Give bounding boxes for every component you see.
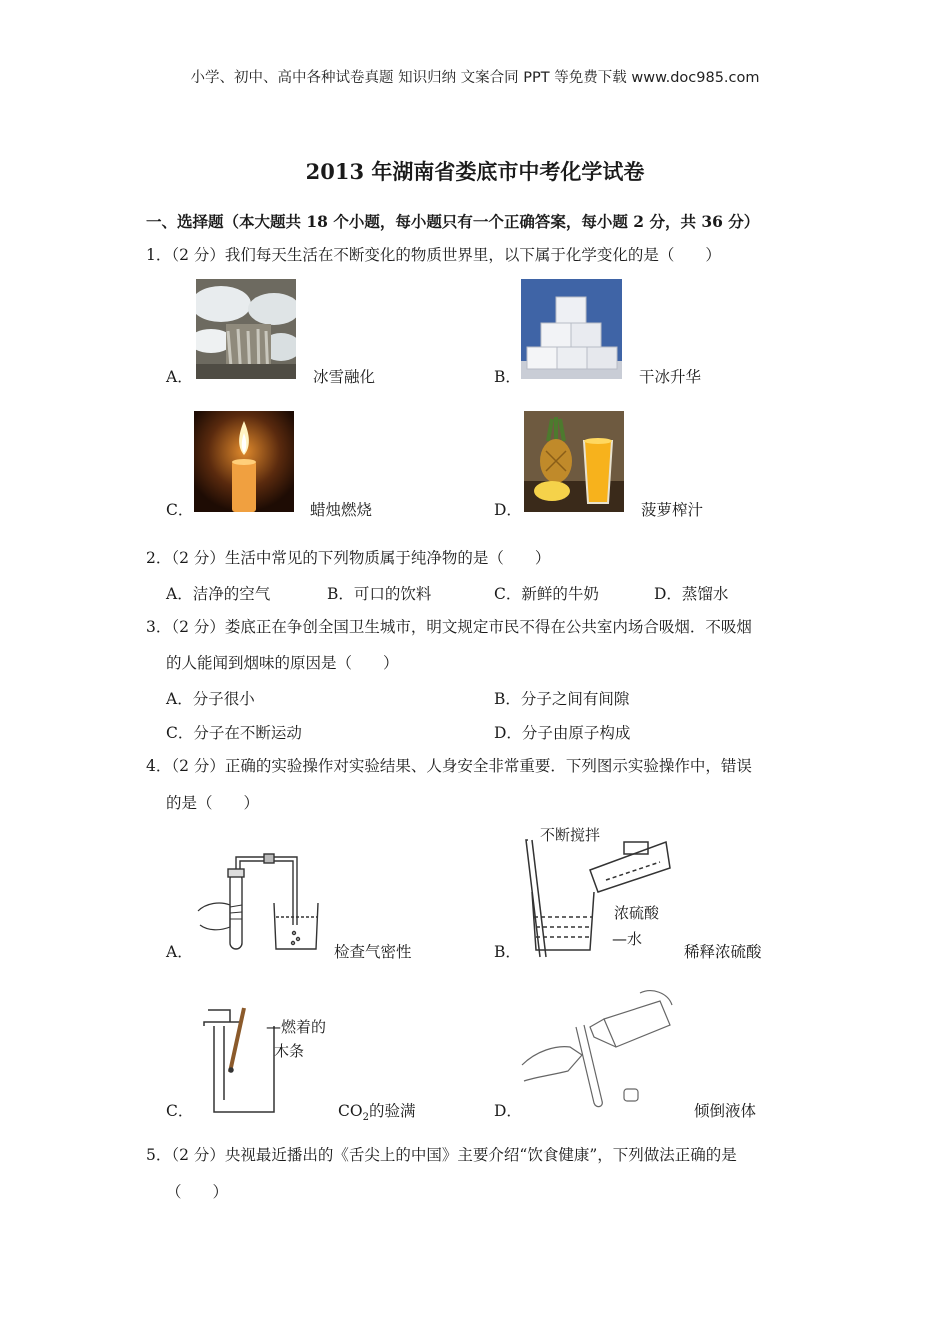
question-4-stem-line1: 4．（2 分）正确的实验操作对实验结果、人身安全非常重要．下列图示实验操作中，错误 — [146, 757, 752, 775]
dry-ice-photo — [521, 279, 622, 379]
question-3-stem-line2: 的人能闻到烟味的原因是（ ） — [166, 654, 399, 672]
q3-option-d: D．分子由原子构成 — [494, 724, 631, 742]
dilute-acid-diagram — [520, 822, 680, 962]
q4-option-d-letter: D． — [494, 1102, 522, 1120]
q4-option-c-caption: $CO_2$的验满 — [338, 1102, 416, 1124]
label-splint: 木条 — [274, 1042, 305, 1060]
label-stir: 不断搅拌 — [540, 826, 601, 844]
melting-snow-photo — [196, 279, 296, 379]
label-burning-splint: —燃着的 — [266, 1018, 327, 1036]
pineapple-juice-photo — [524, 411, 624, 512]
question-3-stem-line1: 3．（2 分）娄底正在争创全国卫生城市，明文规定市民不得在公共室内场合吸烟．不吸烟 — [146, 618, 752, 636]
q1-option-a-letter: A． — [166, 368, 193, 386]
q2-option-d: D．蒸馏水 — [654, 585, 729, 603]
question-1-stem: 1．（2 分）我们每天生活在不断变化的物质世界里，以下属于化学变化的是（ ） — [146, 246, 721, 264]
question-4-stem-line2: 的是（ ） — [166, 794, 260, 812]
q4-option-b-letter: B． — [494, 943, 521, 961]
q2-option-c: C．新鲜的牛奶 — [494, 585, 599, 603]
q4-option-c-letter: C． — [166, 1102, 194, 1120]
q3-option-b: B．分子之间有间隙 — [494, 690, 630, 708]
q1-option-b-letter: B． — [494, 368, 521, 386]
exam-title: 2013 年湖南省娄底市中考化学试卷 — [305, 159, 645, 184]
label-water: —水 — [612, 930, 643, 948]
page-header: 小学、初中、高中各种试卷真题 知识归纳 文案合同 PPT 等免费下载 www.doc985.com — [190, 70, 760, 86]
pouring-liquid-diagram — [520, 985, 680, 1115]
q1-option-a-caption: 冰雪融化 — [313, 368, 376, 386]
q1-option-c-caption: 蜡烛燃烧 — [310, 501, 373, 519]
q3-option-c: C．分子在不断运动 — [166, 724, 302, 742]
q2-option-b: B．可口的饮料 — [327, 585, 432, 603]
q2-option-a: A．洁净的空气 — [166, 585, 271, 603]
q4-option-d-caption: 倾倒液体 — [694, 1102, 757, 1120]
q3-option-a: A．分子很小 — [166, 690, 255, 708]
label-conc-acid: 浓硫酸 — [614, 904, 660, 922]
q4-option-b-caption: 稀释浓硫酸 — [684, 943, 762, 961]
co2-full-check-diagram — [194, 1000, 334, 1118]
q1-option-c-letter: C． — [166, 501, 194, 519]
q1-option-d-caption: 菠萝榨汁 — [641, 501, 704, 519]
question-5-stem-line2: （ ） — [166, 1183, 229, 1201]
section-heading: 一、选择题（本大题共 18 个小题，每小题只有一个正确答案，每小题 2 分，共 36 分） — [146, 212, 760, 231]
airtightness-check-diagram — [194, 845, 324, 955]
burning-candle-photo — [194, 411, 294, 512]
q4-option-a-letter: A． — [166, 943, 193, 961]
q1-option-d-letter: D． — [494, 501, 522, 519]
q1-option-b-caption: 干冰升华 — [639, 368, 702, 386]
q4-option-a-caption: 检查气密性 — [334, 943, 412, 961]
question-2-stem: 2．（2 分）生活中常见的下列物质属于纯净物的是（ ） — [146, 549, 551, 567]
question-5-stem-line1: 5．（2 分）央视最近播出的《舌尖上的中国》主要介绍“饮食健康”，下列做法正确的是 — [146, 1146, 737, 1164]
